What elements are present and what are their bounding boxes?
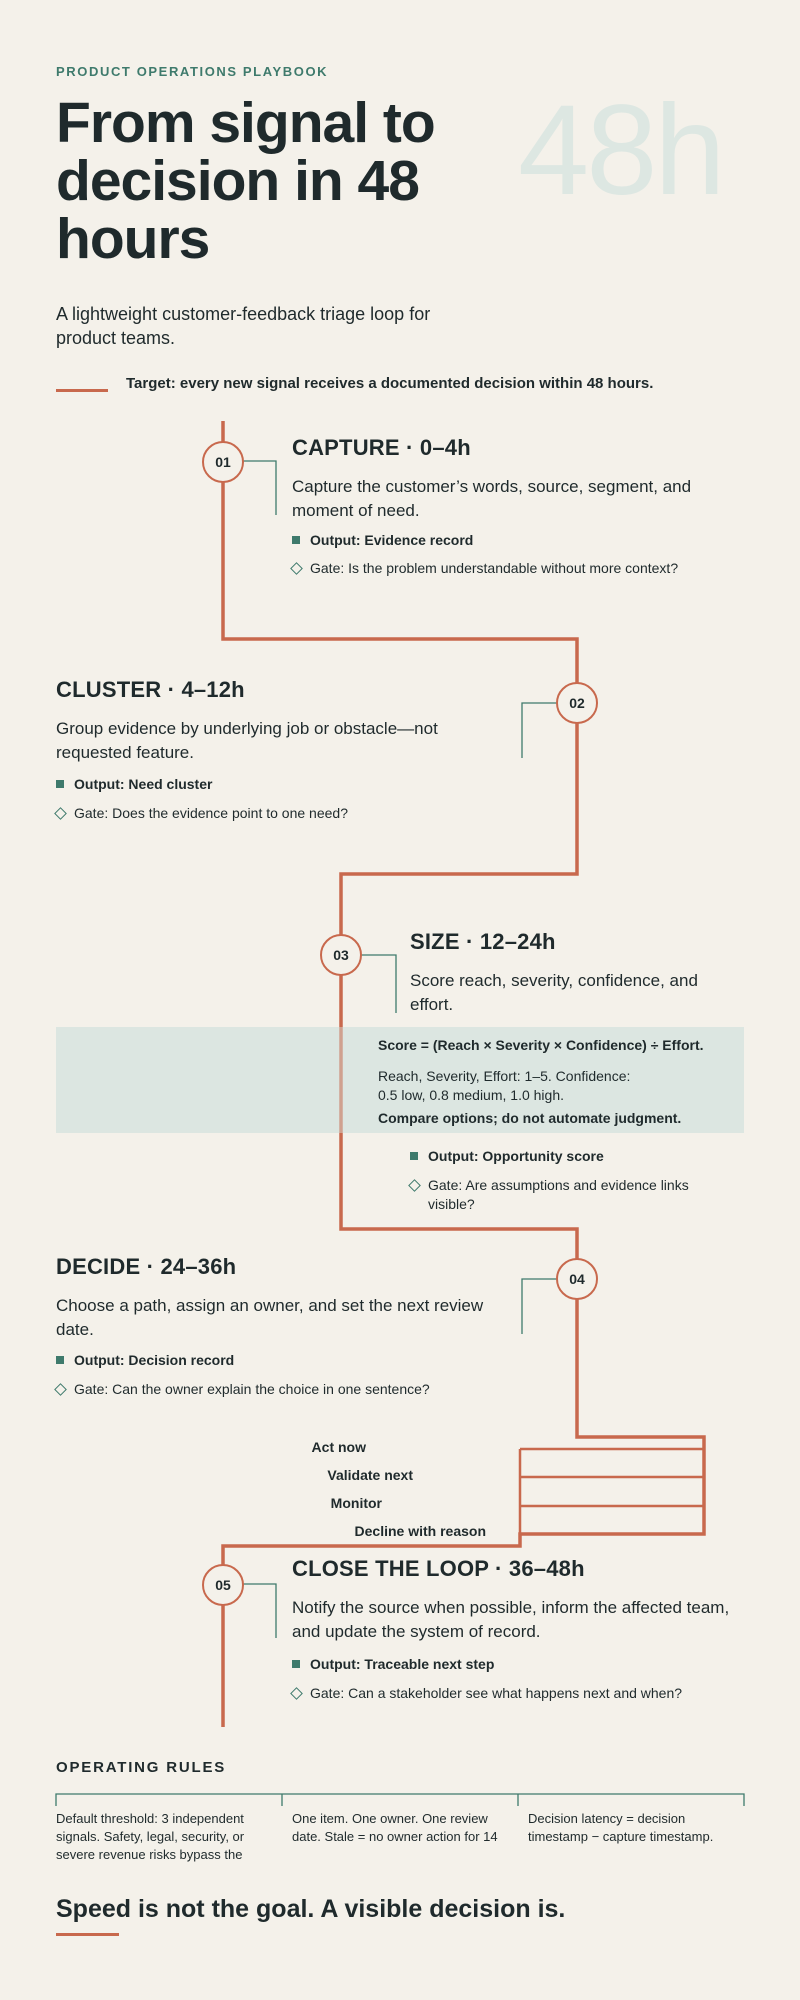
page-title: From signal to decision in 48 hours [56, 91, 435, 271]
connector-01 [243, 461, 276, 515]
rules-bracket [56, 1794, 744, 1806]
step-description-cluster: Group evidence by underlying job or obstacle—not requested feature. [56, 719, 438, 762]
step-title-cluster: CLUSTER · 4–12h [56, 677, 245, 702]
closing-statement: Speed is not the goal. A visible decision is. [56, 1895, 566, 1923]
path-monitor: Monitor [330, 1495, 382, 1511]
output-square-icon [56, 1356, 64, 1364]
rule-latency: Decision latency = decision timestamp − capture timestamp. [528, 1811, 714, 1844]
score-formula: Score = (Reach × Severity × Confidence) ÷ Effort. [378, 1037, 704, 1053]
rule-ownership: One item. One owner. One review date. Stale = no owner action for 14 [292, 1811, 498, 1844]
path-decline-with-reason: Decline with reason [354, 1523, 486, 1539]
step-number-03: 03 [320, 934, 362, 976]
output-square-icon [292, 1660, 300, 1668]
target-statement: Target: every new signal receives a documented decision within 48 hours. [126, 375, 654, 392]
connector-04 [522, 1279, 557, 1334]
path-validate-next: Validate next [327, 1467, 413, 1483]
step-number-01: 01 [202, 441, 244, 483]
step-description-decide: Choose a path, assign an owner, and set the next review date. [56, 1296, 484, 1339]
step-title-close-the-loop: CLOSE THE LOOP · 36–48h [292, 1556, 585, 1581]
step-number-02: 02 [556, 682, 598, 724]
rule-threshold: Default threshold: 3 independent signals. Safety, legal, security, or severe revenue risks bypass the [56, 1811, 245, 1862]
step-title-decide: DECIDE · 24–36h [56, 1254, 237, 1279]
step-title-capture: CAPTURE · 0–4h [292, 435, 471, 460]
output-square-icon [410, 1152, 418, 1160]
step-title-size: SIZE · 12–24h [410, 929, 556, 954]
operating-rules-heading: OPERATING RULES [56, 1759, 227, 1776]
score-note: Compare options; do not automate judgment. [378, 1110, 682, 1126]
big-number-watermark: 48h [518, 79, 723, 222]
page-subtitle: A lightweight customer-feedback triage loop for product teams. [56, 304, 431, 348]
connector-05 [243, 1584, 276, 1638]
step-description-capture: Capture the customer’s words, source, segment, and moment of need. [292, 477, 692, 520]
closing-accent-line [56, 1933, 119, 1936]
output-square-icon [56, 780, 64, 788]
step-number-05: 05 [202, 1564, 244, 1606]
score-scales: Reach, Severity, Effort: 1–5. Confidence: 0.5 low, 0.8 medium, 1.0 high. [378, 1068, 631, 1103]
step-number-04: 04 [556, 1258, 598, 1300]
path-act-now: Act now [311, 1439, 366, 1455]
output-square-icon [292, 536, 300, 544]
step-description-size: Score reach, severity, confidence, and effort. [410, 971, 698, 1014]
step-description-close-the-loop: Notify the source when possible, inform the affected team, and update the system of record. [292, 1598, 730, 1641]
eyebrow: PRODUCT OPERATIONS PLAYBOOK [56, 64, 329, 79]
connector-02 [522, 703, 557, 758]
connector-03 [361, 955, 396, 1013]
